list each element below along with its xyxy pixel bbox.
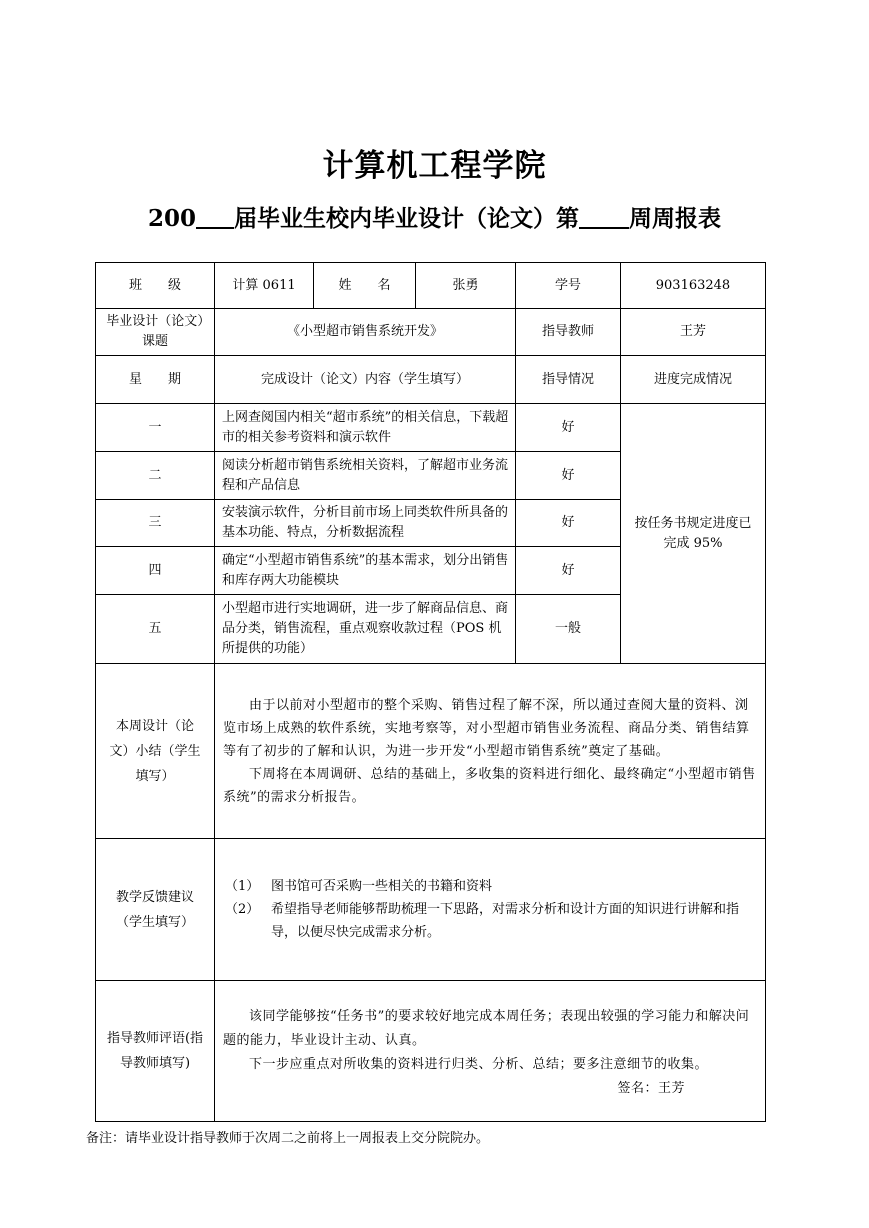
- guidance-header: 指导情况: [516, 356, 621, 404]
- footer-note: 备注：请毕业设计指导教师于次周二之前将上一周报表上交分院院办。: [86, 1131, 490, 1146]
- student-id-label: 学号: [516, 263, 621, 309]
- subtitle-middle: 届毕业生校内毕业设计（论文）第: [234, 206, 579, 232]
- summary-content: [215, 664, 766, 839]
- day-header: 星 期: [96, 356, 215, 404]
- content-header: 完成设计（论文）内容（学生填写）: [215, 356, 516, 404]
- day-cell: 三: [96, 500, 215, 547]
- guidance-cell: 好: [516, 452, 621, 500]
- day-cell: 二: [96, 452, 215, 500]
- progress-cell: 按任务书规定进度已完成 95%: [621, 404, 766, 664]
- content-cell: 阅读分析超市销售系统相关资料，了解超市业务流程和产品信息: [215, 452, 516, 500]
- college-title: 计算机工程学院: [322, 148, 547, 184]
- summary-row: [96, 664, 766, 839]
- class-value: 计算 0611: [215, 263, 314, 309]
- guidance-cell: 一般: [516, 595, 621, 664]
- advisor-signature: 签名：王芳: [617, 1081, 685, 1096]
- feedback-row: [96, 839, 766, 981]
- feedback-item-text: 图书馆可否采购一些相关的书籍和资料: [271, 879, 493, 894]
- feedback-item: [225, 875, 757, 898]
- feedback-item-number: （2）: [225, 902, 260, 917]
- weekly-report-table: [95, 262, 766, 1122]
- name-value: 张勇: [416, 263, 516, 309]
- topic-row: [96, 309, 766, 356]
- advisor-label: 指导教师: [516, 309, 621, 356]
- schedule-header-row: [96, 356, 766, 404]
- guidance-cell: 好: [516, 547, 621, 595]
- info-row: [96, 263, 766, 309]
- feedback-item-number: （1）: [225, 879, 260, 894]
- week-blank: [579, 207, 629, 229]
- report-subtitle: [0, 200, 869, 233]
- summary-label: 本周设计（论文）小结（学生填写）: [96, 664, 215, 839]
- subtitle-year-prefix: 200: [147, 205, 196, 232]
- name-label: 姓 名: [314, 263, 416, 309]
- feedback-content: [215, 839, 766, 981]
- guidance-cell: 好: [516, 500, 621, 547]
- year-blank: [196, 207, 234, 229]
- subtitle-suffix: 周周报表: [629, 206, 721, 232]
- day-cell: 五: [96, 595, 215, 664]
- student-id-value: 903163248: [621, 263, 766, 309]
- day-cell: 一: [96, 404, 215, 452]
- comment-paragraph: 下一步应重点对所收集的资料进行归类、分析、总结；要多注意细节的收集。: [249, 1057, 709, 1072]
- schedule-row: [96, 404, 766, 452]
- comment-content: [215, 981, 766, 1122]
- content-cell: 安装演示软件，分析目前市场上同类软件所具备的基本功能、特点，分析数据流程: [215, 500, 516, 547]
- summary-paragraph: 下周将在本周调研、总结的基础上，多收集的资料进行细化、最终确定“小型超市销售系统”的需求分析报告。: [223, 766, 756, 805]
- comment-label: 指导教师评语(指导教师填写): [96, 981, 215, 1122]
- content-cell: 上网查阅国内相关“超市系统”的相关信息，下载超市的相关参考资料和演示软件: [215, 404, 516, 452]
- comment-paragraph: 该同学能够按“任务书”的要求较好地完成本周任务；表现出较强的学习能力和解决问题的能力，毕业设计主动、认真。: [223, 1009, 750, 1048]
- topic-label: 毕业设计（论文）课题: [96, 309, 215, 356]
- progress-header: 进度完成情况: [621, 356, 766, 404]
- content-cell: 确定“小型超市销售系统”的基本需求，划分出销售和库存两大功能模块: [215, 547, 516, 595]
- guidance-cell: 好: [516, 404, 621, 452]
- topic-value: 《小型超市销售系统开发》: [215, 309, 516, 356]
- feedback-item-text: 希望指导老师能够帮助梳理一下思路，对需求分析和设计方面的知识进行讲解和指导，以便尽快完成需求分析。: [271, 902, 740, 940]
- feedback-label: 教学反馈建议（学生填写）: [96, 839, 215, 981]
- day-cell: 四: [96, 547, 215, 595]
- summary-paragraph: 由于以前对小型超市的整个采购、销售过程了解不深，所以通过查阅大量的资料、浏览市场上成熟的软件系统，实地考察等，对小型超市销售业务流程、商品分类、销售结算等有了初步的了解和认识，为进一步开发“小型超市销售系统”奠定了基础。: [223, 697, 750, 759]
- advisor-value: 王芳: [621, 309, 766, 356]
- class-label: 班 级: [96, 263, 215, 309]
- feedback-item: [225, 898, 757, 944]
- comment-row: [96, 981, 766, 1122]
- content-cell: 小型超市进行实地调研，进一步了解商品信息、商品分类，销售流程，重点观察收款过程（POS 机所提供的功能）: [215, 595, 516, 664]
